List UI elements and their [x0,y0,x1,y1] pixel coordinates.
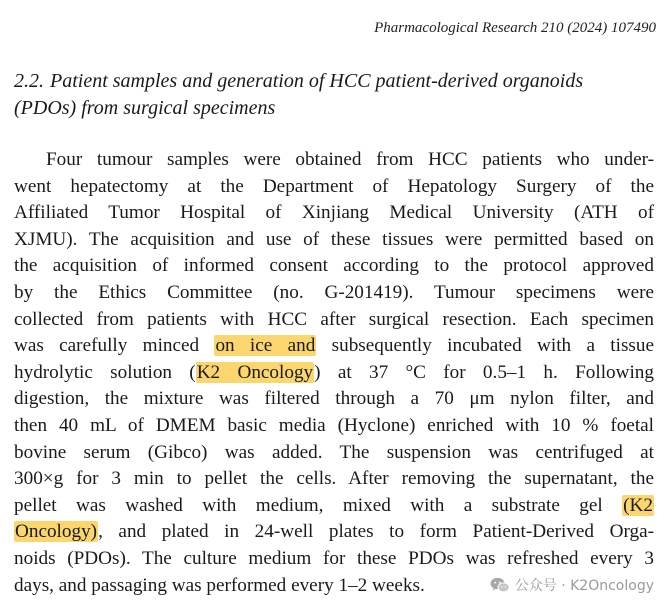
text-segment: pellet was washed with medium, mixed with a substrate gel [14,494,623,516]
journal-header: Pharmacological Research 210 (2024) 107490 [374,20,656,36]
paragraph-line: noids (PDOs). The culture medium for these PDOs was refreshed every 3 [14,547,654,569]
wechat-icon [490,577,510,594]
text-segment: , and plated in 24-well plates to form Patient-Derived Orga- [98,521,654,543]
paragraph-line: then 40 mL of DMEM basic media (Hyclone) enriched with 10 % foetal [14,414,654,436]
section-number: 2.2. [14,70,44,92]
paragraph-line: went hepatectomy at the Department of Hepatology Surgery of the [14,175,654,197]
body-paragraph [14,147,654,599]
section-title: Patient samples and generation of HCC patient-derived organoids [50,70,584,92]
paragraph-line: collected from patients with HCC after surgical resection. Each specimen [14,308,654,330]
text-segment: ) at 37 °C for 0.5–1 h. Following [314,361,654,383]
watermark [490,575,654,595]
paragraph-line: bovine serum (Gibco) was added. The suspension was centrifuged at [14,441,654,463]
highlighted-text: K2 Oncology [196,361,314,383]
paragraph-line [14,333,654,360]
section-heading-line-2: (PDOs) from surgical specimens [14,97,276,119]
paragraph-line: 300×g for 3 min to pellet the cells. After removing the supernatant, the [14,468,654,490]
paragraph-line: digestion, the mixture was filtered through a 70 μm nylon filter, and [14,388,654,410]
paragraph-line [14,493,654,520]
text-segment: subsequently incubated with a tissue [316,335,654,357]
highlighted-text: (K2 [623,494,653,516]
text-segment: was carefully minced [14,335,215,357]
paragraph-line: Affiliated Tumor Hospital of Xinjiang Medical University (ATH of [14,202,654,224]
section-heading-line-1 [14,68,654,95]
paragraph-line: Four tumour samples were obtained from HCC patients who under- [46,149,654,170]
paragraph-line: by the Ethics Committee (no. G-201419). Tumour specimens were [14,281,654,303]
highlighted-text: on ice and [215,335,316,357]
watermark-text: 公众号 · K2Oncology [514,578,654,594]
section-heading [14,68,654,122]
paragraph-line: days, and passaging was performed every 1–2 weeks. [14,574,425,596]
paragraph-line [14,519,654,546]
highlighted-text: Oncology) [15,521,98,543]
paragraph-line: the acquisition of informed consent according to the protocol approved [14,255,654,277]
paragraph-line: XJMU). The acquisition and use of these tissues were permitted based on [14,228,654,250]
paragraph-line [14,360,654,387]
text-segment: hydrolytic solution ( [14,361,196,383]
